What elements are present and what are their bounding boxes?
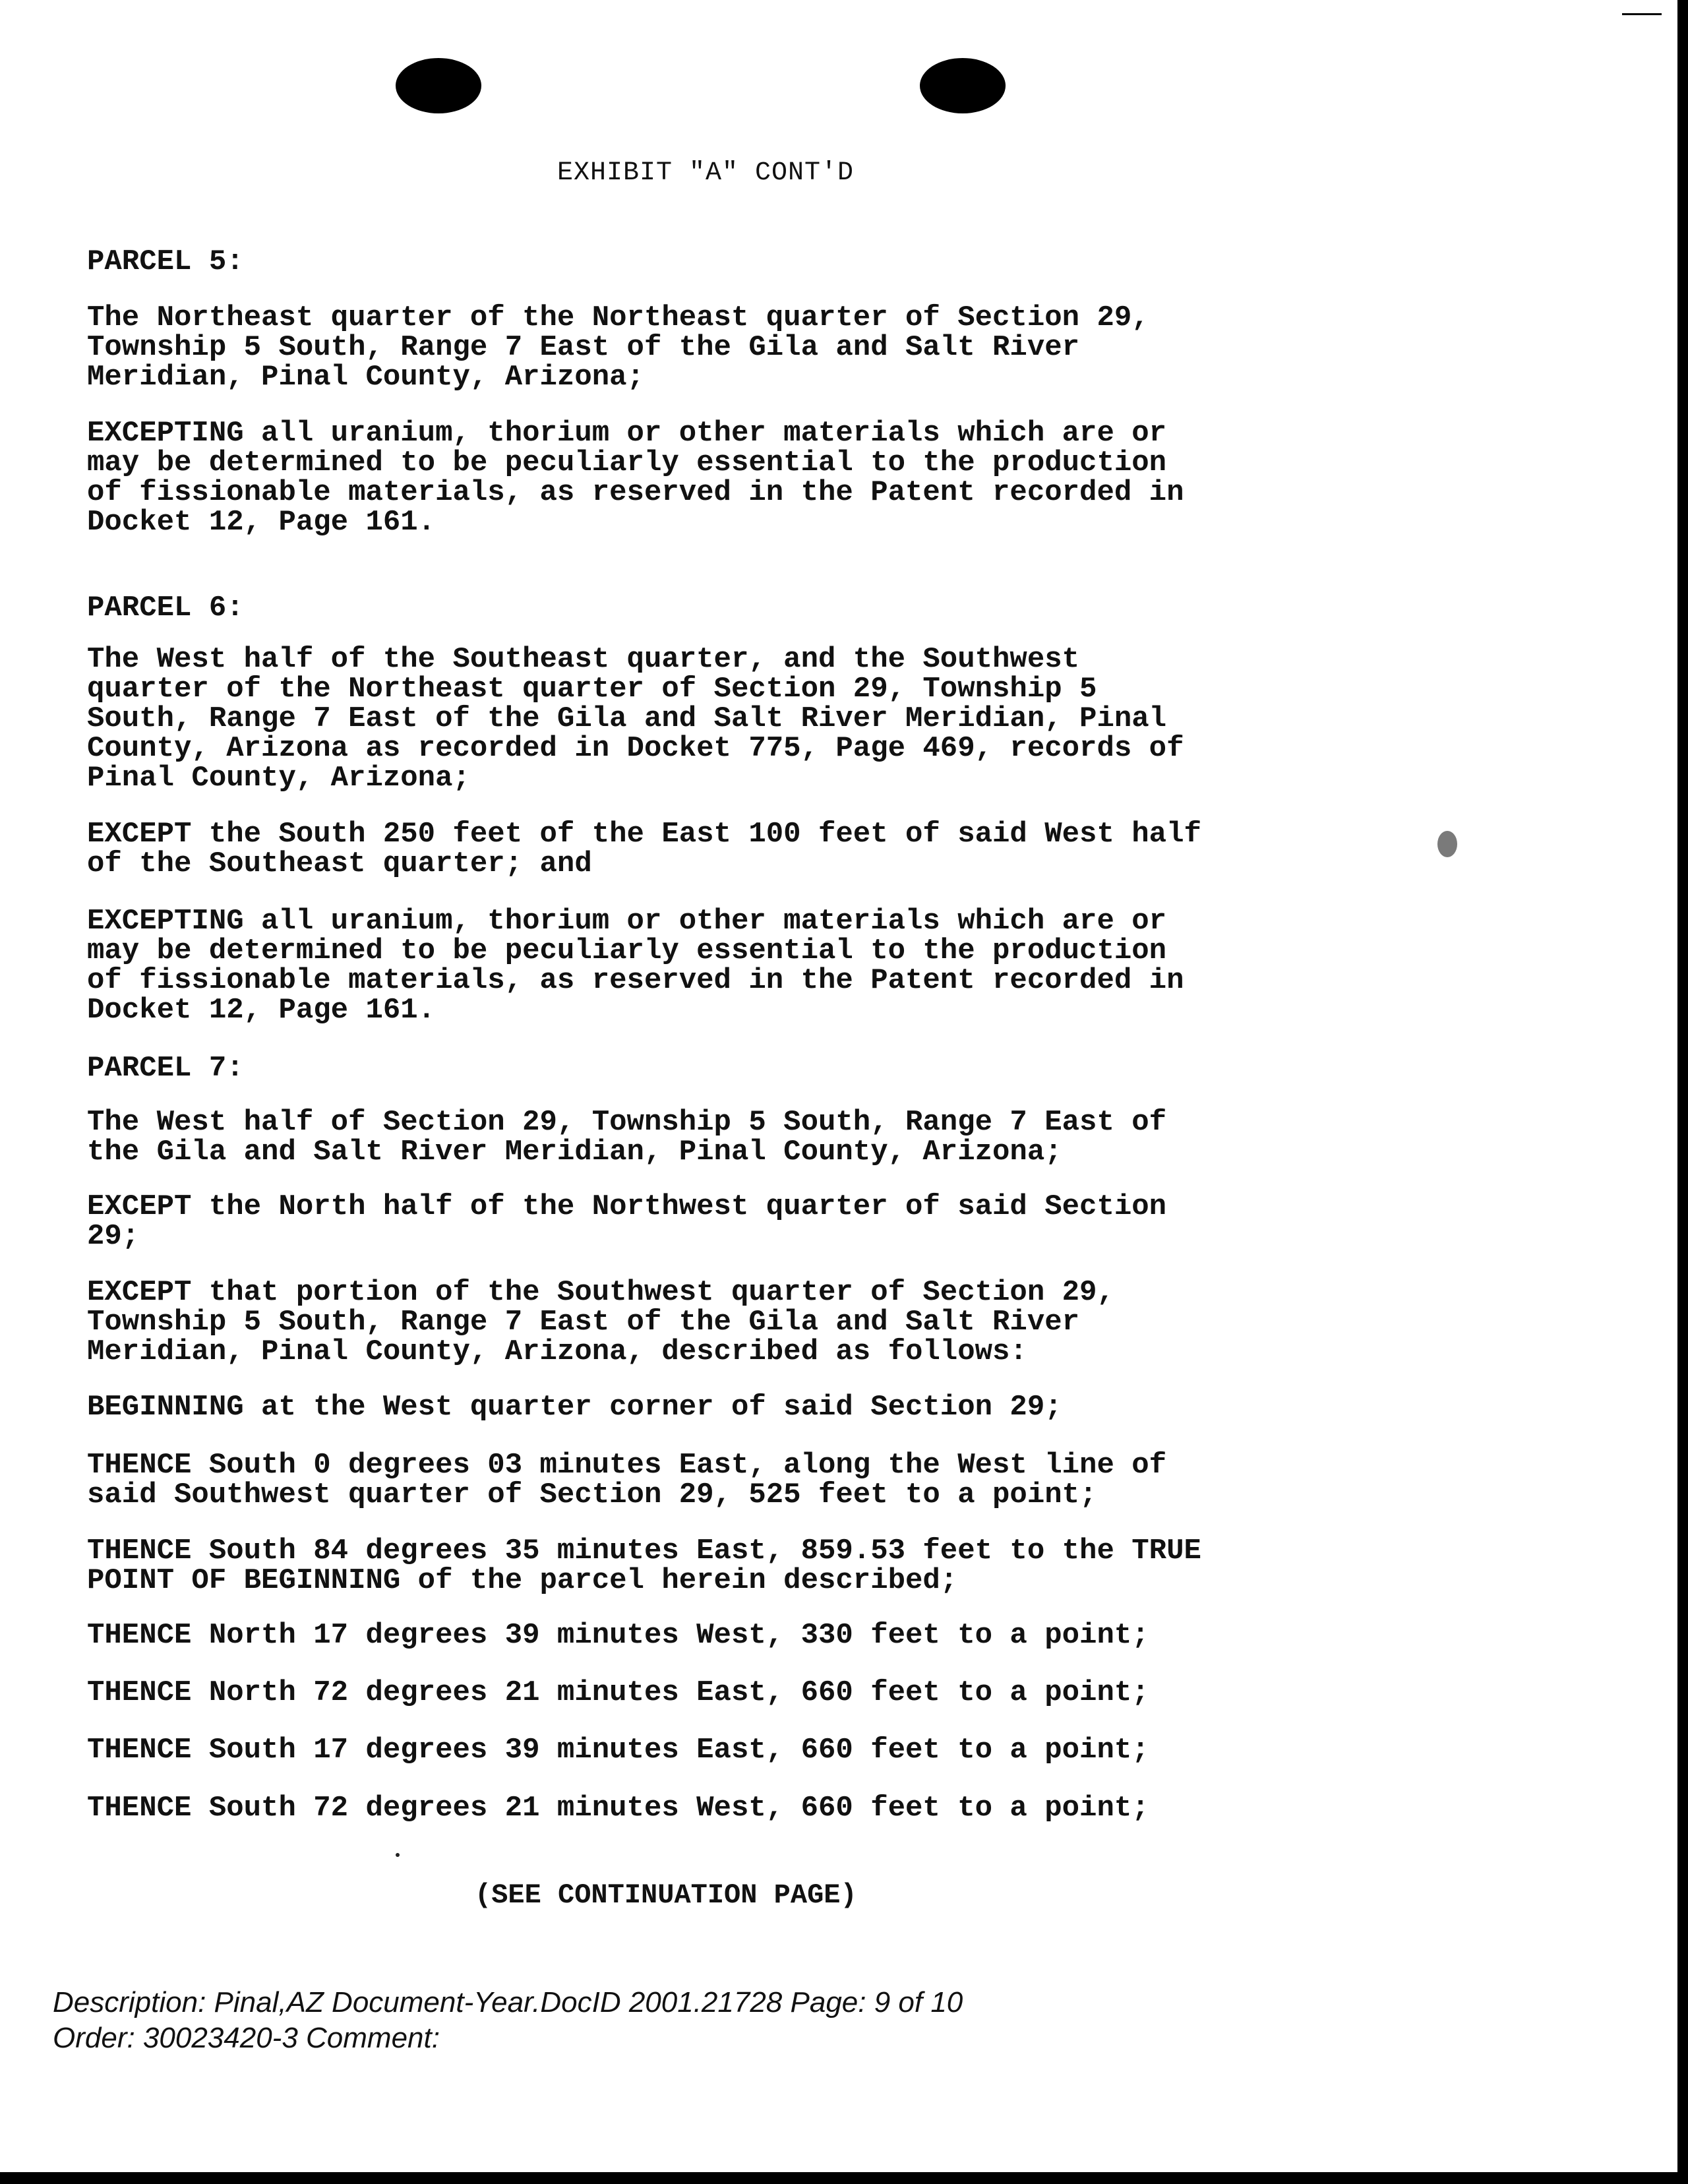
scan-speck (1437, 831, 1457, 857)
parcel5-heading: PARCEL 5: (87, 245, 244, 278)
parcel7-except-portion: EXCEPT that portion of the Southwest quarter of Section 29, Township 5 South, Range 7 East of the Gila and Salt River Meridian, Pinal County, Arizona, described as follows: (87, 1276, 1114, 1368)
parcel7-thence-6: THENCE South 72 degrees 21 minutes West, 660 feet to a point; (87, 1792, 1149, 1825)
scan-mark (1622, 13, 1662, 15)
parcel6-description: The West half of the Southeast quarter, and the Southwest quarter of the Northeast quarter of Section 29, Township 5 South, Range 7 East of the Gila and Salt River Meridian, Pinal County, Arizona as recorded in Docket 775, Page 469, records of Pinal County, Arizona; (87, 643, 1184, 795)
exhibit-title: EXHIBIT "A" CONT'D (557, 158, 855, 188)
parcel7-thence-3: THENCE North 17 degrees 39 minutes West, 330 feet to a point; (87, 1619, 1149, 1652)
parcel5-exception: EXCEPTING all uranium, thorium or other materials which are or may be determined to be peculiarly essential to the production of fissionable materials, as reserved in the Patent recorded in Docket 12, Page 161. (87, 417, 1184, 539)
parcel6-exception: EXCEPTING all uranium, thorium or other materials which are or may be determined to be peculiarly essential to the production of fissionable materials, as reserved in the Patent recorded in Docket 12, Page 161. (87, 905, 1184, 1027)
scan-edge-right (1677, 0, 1688, 2184)
parcel6-heading: PARCEL 6: (87, 592, 244, 624)
scan-edge-bottom (0, 2172, 1688, 2184)
parcel7-thence-4: THENCE North 72 degrees 21 minutes East, 660 feet to a point; (87, 1676, 1149, 1709)
parcel7-except-north-half: EXCEPT the North half of the Northwest quarter of said Section 29; (87, 1190, 1167, 1253)
punch-hole-left (396, 58, 481, 113)
footer-order: Order: 30023420-3 Comment: (53, 2022, 440, 2054)
parcel6-except: EXCEPT the South 250 feet of the East 100 feet of said West half of the Southeast quarter; and (87, 818, 1201, 880)
parcel7-beginning: BEGINNING at the West quarter corner of said Section 29; (87, 1391, 1062, 1424)
parcel7-thence-2: THENCE South 84 degrees 35 minutes East, 859.53 feet to the TRUE POINT OF BEGINNING of the parcel herein described; (87, 1534, 1201, 1597)
continuation-note: (SEE CONTINUATION PAGE) (475, 1879, 857, 1911)
parcel7-heading: PARCEL 7: (87, 1052, 244, 1085)
footer-description: Description: Pinal,AZ Document-Year.DocID 2001.21728 Page: 9 of 10 (53, 1986, 963, 2018)
parcel7-description: The West half of Section 29, Township 5 South, Range 7 East of the Gila and Salt River Meridian, Pinal County, Arizona; (87, 1106, 1167, 1168)
document-footer (53, 1985, 963, 2056)
punch-hole-right (920, 58, 1006, 113)
parcel7-thence-5: THENCE South 17 degrees 39 minutes East, 660 feet to a point; (87, 1734, 1149, 1767)
parcel5-description: The Northeast quarter of the Northeast quarter of Section 29, Township 5 South, Range 7 East of the Gila and Salt River Meridian, Pinal County, Arizona; (87, 301, 1149, 394)
scan-speck (396, 1853, 400, 1857)
parcel7-thence-1: THENCE South 0 degrees 03 minutes East, along the West line of said Southwest quarter of Section 29, 525 feet to a point; (87, 1449, 1167, 1511)
